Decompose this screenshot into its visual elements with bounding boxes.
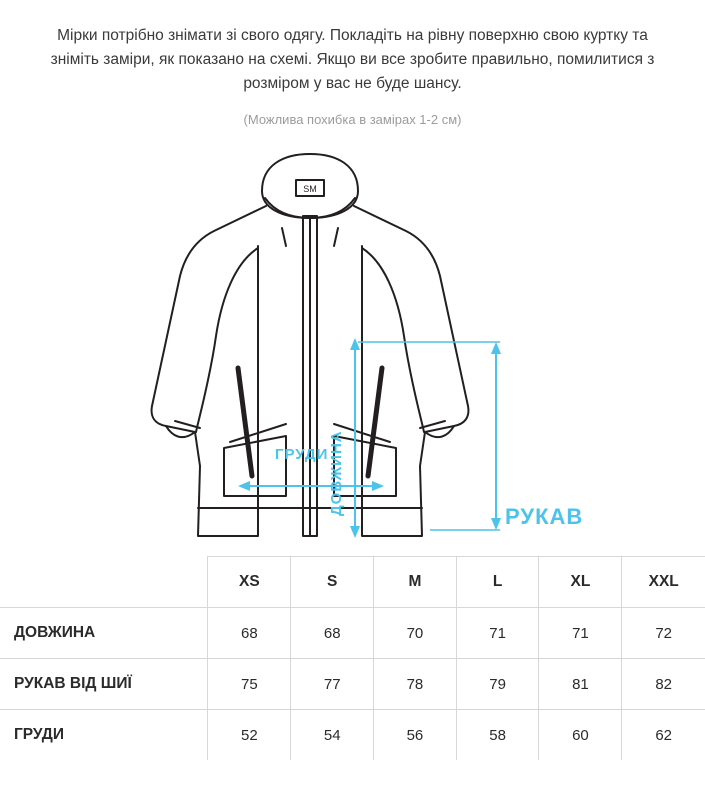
column-header-xxl: XXL [622, 557, 705, 608]
row-label-sleeve: РУКАВ ВІД ШИЇ [0, 659, 208, 710]
sleeve-arrow-head-top [491, 342, 501, 354]
collar-seam-right [334, 228, 338, 246]
cell-chest-xs: 52 [208, 710, 291, 761]
column-header-xs: XS [208, 557, 291, 608]
cell-sleeve-xs: 75 [208, 659, 291, 710]
row-label-chest: ГРУДИ [0, 710, 208, 761]
cell-length-l: 71 [456, 608, 539, 659]
table-row [0, 710, 705, 761]
cell-length-s: 68 [291, 608, 374, 659]
cell-chest-m: 56 [374, 710, 457, 761]
size-table [0, 556, 705, 760]
cell-sleeve-s: 77 [291, 659, 374, 710]
jacket-illustration [0, 136, 705, 556]
jacket-diagram [0, 136, 705, 556]
intro-text [33, 0, 673, 130]
right-outer [354, 206, 468, 432]
table-row [0, 659, 705, 710]
label-length: ДОВЖИНА [328, 430, 345, 517]
right-body [362, 246, 425, 536]
column-header-m: M [374, 557, 457, 608]
chest-arrow-head-left [238, 481, 250, 491]
cell-length-m: 70 [374, 608, 457, 659]
row-label-length: ДОВЖИНА [0, 608, 208, 659]
column-header-s: S [291, 557, 374, 608]
collar-seam-left [282, 228, 286, 246]
table-row [0, 608, 705, 659]
length-arrow-head-top [350, 338, 360, 350]
chest-arrow-head-right [372, 481, 384, 491]
cell-length-xs: 68 [208, 608, 291, 659]
left-body [195, 246, 258, 536]
right-chest-zip [368, 368, 382, 476]
measurement-note: (Можлива похибка в замірах 1-2 см) [243, 112, 462, 128]
cell-chest-s: 54 [291, 710, 374, 761]
intro-paragraph: Мірки потрібно знімати зі свого одягу. Покладіть на рівну поверхню свою куртку та зніміть заміри, як показано на схемі. Якщо ви все зробите правильно, помилитися з розміром у вас не буде шансу. [50, 27, 655, 93]
left-armhole [196, 248, 258, 432]
sleeve-arrow-head-bottom [491, 518, 501, 530]
left-outer [152, 206, 266, 432]
cell-length-xxl: 72 [622, 608, 705, 659]
table-corner-cell [0, 557, 208, 608]
cell-sleeve-m: 78 [374, 659, 457, 710]
label-chest: ГРУДИ [275, 446, 329, 464]
cell-chest-l: 58 [456, 710, 539, 761]
left-chest-zip [238, 368, 252, 476]
table-header-row [0, 557, 705, 608]
label-sleeve: РУКАВ [505, 504, 584, 530]
cell-length-xl: 71 [539, 608, 622, 659]
brand-logo-text: SM [303, 184, 317, 195]
right-armhole [362, 248, 424, 432]
column-header-l: L [456, 557, 539, 608]
cell-sleeve-xl: 81 [539, 659, 622, 710]
cell-chest-xl: 60 [539, 710, 622, 761]
cell-chest-xxl: 62 [622, 710, 705, 761]
length-arrow-head-bottom [350, 526, 360, 538]
cell-sleeve-xxl: 82 [622, 659, 705, 710]
column-header-xl: XL [539, 557, 622, 608]
cell-sleeve-l: 79 [456, 659, 539, 710]
